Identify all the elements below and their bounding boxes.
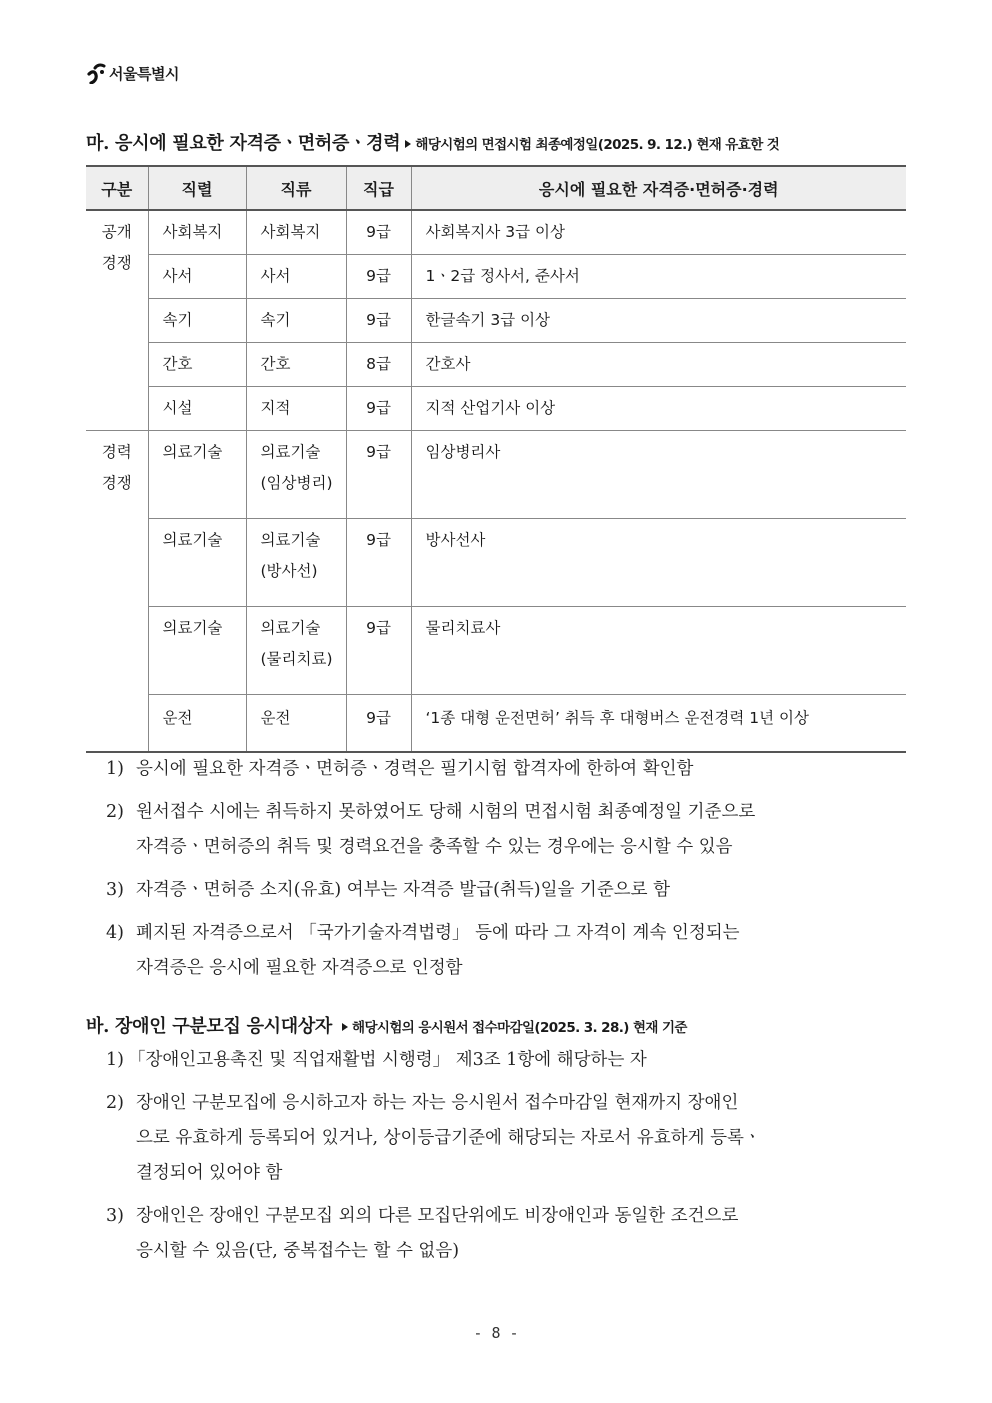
note-line: 응시에 필요한 자격증ㆍ면허증ㆍ경력은 필기시험 합격자에 한하여 확인함: [136, 759, 694, 779]
table-header-row: [86, 166, 906, 210]
seoul-logo-icon: [86, 62, 106, 84]
note-line: 「장애인고용촉진 및 직업재활법 시행령」 제3조 1항에 해당하는 자: [128, 1050, 647, 1070]
note-item: [106, 795, 755, 865]
note-item: [106, 873, 755, 908]
note-number: 2): [106, 1093, 124, 1113]
note-line: 장애인은 장애인 구분모집 외의 다른 모집단위에도 비장애인과 동일한 조건으로: [136, 1206, 739, 1226]
requirements-table: [86, 165, 906, 753]
header-series: 직렬: [148, 166, 246, 210]
cell-grade: 9급: [346, 386, 411, 430]
cell-class: [246, 518, 346, 606]
cell-series: 속기: [148, 298, 246, 342]
note-line: 폐지된 자격증으로서 「국가기술자격법령」 등에 따라 그 자격이 계속 인정되는: [136, 923, 740, 943]
cell-requirement: ‘1종 대형 운전면허’ 취득 후 대형버스 운전경력 1년 이상: [411, 694, 906, 752]
section-ba-title: 바. 장애인 구분모집 응시대상자: [86, 1016, 333, 1037]
cell-class-sub: (방사선): [260, 561, 318, 580]
cell-class: 간호: [246, 342, 346, 386]
note-item: [106, 1086, 761, 1191]
cell-requirement: 지적 산업기사 이상: [411, 386, 906, 430]
note-line: 자격증은 응시에 필요한 자격증으로 인정함: [136, 958, 463, 978]
cell-series: 사회복지: [148, 210, 246, 254]
cell-series: 의료기술: [148, 518, 246, 606]
category-open-competition: [86, 210, 148, 430]
cell-series: 운전: [148, 694, 246, 752]
page-number: - 8 -: [473, 1324, 519, 1342]
cell-class: [246, 606, 346, 694]
cell-series: 간호: [148, 342, 246, 386]
cell-series: 의료기술: [148, 606, 246, 694]
cell-series: 사서: [148, 254, 246, 298]
notes-ma: [106, 752, 755, 986]
cell-grade: 8급: [346, 342, 411, 386]
cell-class: 운전: [246, 694, 346, 752]
note-line: 응시할 수 있음(단, 중복접수는 할 수 없음): [136, 1241, 460, 1261]
table-row: [86, 518, 906, 606]
table-row: [86, 298, 906, 342]
note-item: [106, 916, 755, 986]
cell-requirement: 사회복지사 3급 이상: [411, 210, 906, 254]
cell-class-main: 의료기술: [260, 442, 321, 461]
cell-grade: 9급: [346, 298, 411, 342]
cell-class: 속기: [246, 298, 346, 342]
table-row: [86, 694, 906, 752]
cell-class: 지적: [246, 386, 346, 430]
section-ba-heading: [86, 1012, 687, 1038]
note-line: 자격증ㆍ면허증의 취득 및 경력요건을 충족할 수 있는 경우에는 응시할 수 있음: [136, 837, 733, 857]
section-ma-title: 마. 응시에 필요한 자격증ㆍ면허증ㆍ경력: [86, 133, 401, 154]
note-line: 결정되어 있어야 함: [136, 1163, 283, 1183]
section-ba-note-text: 해당시험의 응시원서 접수마감일(2025. 3. 28.) 현재 기준: [352, 1020, 687, 1036]
note-number: 3): [106, 880, 124, 900]
cell-class: [246, 430, 346, 518]
note-number: 3): [106, 1206, 124, 1226]
note-line: 장애인 구분모집에 응시하고자 하는 자는 응시원서 접수마감일 현재까지 장애인: [136, 1093, 739, 1113]
cell-requirement: 임상병리사: [411, 430, 906, 518]
category-career-text: 경력 경쟁: [101, 442, 132, 492]
header-requirement: 응시에 필요한 자격증·면허증·경력: [411, 166, 906, 210]
note-item: [106, 752, 755, 787]
table-row: [86, 254, 906, 298]
table-row: [86, 342, 906, 386]
arrow-right-icon: [405, 140, 411, 148]
note-number: 1): [106, 1050, 124, 1070]
note-number: 2): [106, 802, 124, 822]
table-row: [86, 606, 906, 694]
section-ma-heading: [86, 129, 779, 155]
note-item: [106, 1199, 761, 1269]
table-row: [86, 430, 906, 518]
cell-requirement: 1ㆍ2급 정사서, 준사서: [411, 254, 906, 298]
note-line: 원서접수 시에는 취득하지 못하였어도 당해 시험의 면접시험 최종예정일 기준으로: [136, 802, 756, 822]
cell-grade: 9급: [346, 254, 411, 298]
cell-grade: 9급: [346, 210, 411, 254]
note-line: 자격증ㆍ면허증 소지(유효) 여부는 자격증 발급(취득)일을 기준으로 함: [136, 880, 671, 900]
header-category: 구분: [86, 166, 148, 210]
arrow-right-icon: [342, 1023, 348, 1031]
cell-requirement: 방사선사: [411, 518, 906, 606]
cell-requirement: 물리치료사: [411, 606, 906, 694]
cell-grade: 9급: [346, 430, 411, 518]
note-line: 으로 유효하게 등록되어 있거나, 상이등급기준에 해당되는 자로서 유효하게 등록ㆍ: [136, 1128, 761, 1148]
section-ma-note-text: 해당시험의 면접시험 최종예정일(2025. 9. 12.) 현재 유효한 것: [415, 137, 780, 153]
cell-class-sub: (물리치료): [260, 649, 333, 668]
cell-class: 사회복지: [246, 210, 346, 254]
cell-class-main: 의료기술: [260, 618, 321, 637]
cell-class: 사서: [246, 254, 346, 298]
table-row: [86, 210, 906, 254]
cell-series: 시설: [148, 386, 246, 430]
cell-class-main: 의료기술: [260, 530, 321, 549]
cell-grade: 9급: [346, 694, 411, 752]
note-number: 4): [106, 923, 124, 943]
cell-grade: 9급: [346, 518, 411, 606]
table-row: [86, 386, 906, 430]
notes-ba: [106, 1043, 761, 1269]
cell-requirement: 한글속기 3급 이상: [411, 298, 906, 342]
note-item: [106, 1043, 761, 1078]
category-open-text: 공개 경쟁: [101, 223, 132, 272]
cell-grade: 9급: [346, 606, 411, 694]
section-ma-note: [405, 133, 779, 153]
seoul-logo: [86, 62, 179, 84]
category-career-competition: [86, 430, 148, 752]
cell-requirement: 간호사: [411, 342, 906, 386]
header-grade: 직급: [346, 166, 411, 210]
note-number: 1): [106, 759, 124, 779]
header-class: 직류: [246, 166, 346, 210]
logo-text: 서울특별시: [109, 65, 179, 83]
cell-series: 의료기술: [148, 430, 246, 518]
section-ba-note: [342, 1016, 687, 1036]
cell-class-sub: (임상병리): [260, 473, 333, 492]
